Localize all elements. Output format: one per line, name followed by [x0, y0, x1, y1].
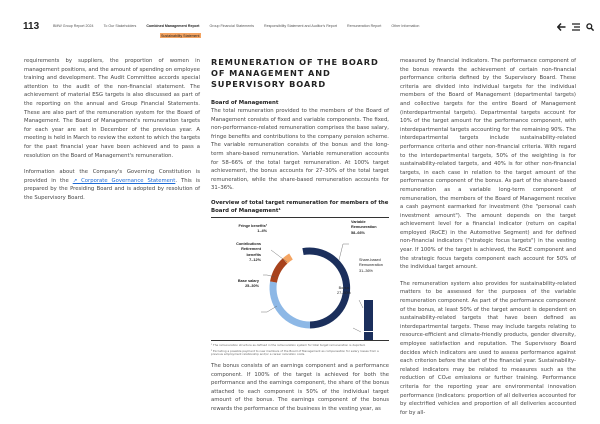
search-icon[interactable] — [586, 23, 594, 31]
toolbar-icons — [557, 23, 594, 31]
chart-label-retirement: Contributions Retirement benefits 7–12% — [236, 242, 261, 262]
section-nav — [53, 24, 429, 28]
menu-icon[interactable] — [572, 23, 580, 31]
paragraph: requirements by suppliers, the proportion of women in management positions, and the amount of spending on employee training and development. The Audit Committee accords special attention to the audit of the non-financial statement. The achievement of material ESG targets is also discussed as part of the reporting on the annual and Group Financial Statements. These are also part of the remuneration system for the Board of Management. The Board of Management's remuneration targets for each year are set in December of the previous year. A meeting is held in March to review the extent to which the targets for the past financial year have been achieved and to pass a resolution on the Board of Management's remuneration. — [24, 58, 200, 159]
chart-title: Overview of total target remuneration for members of the Board of Management¹ — [211, 199, 389, 214]
paragraph: Information about the Company's Governing Constitution is provided in the ↗ Corporate Governance Statement. This is prepared by the Presiding Board and is adopted by resolution of the Supervisory Board. — [24, 169, 201, 201]
paragraph: measured by financial indicators. The performance component of the bonus rewards the achievement of certain non-financial performance criteria defined by the Supervisory Board. These criteria are divided into individual targets for the individual members of the Board of Management (departmental targets) and collective targets for the entire Board of Management (interdepartmental targets). Departmental targets account for 10% of the target amount for the performance component, with interdepartmental targets accounting for the remaining 90%. The interdepartmental targets include sustainability-related performance criteria and other non-financial criteria. With regard to the interdepartmental targets, 50% of the weighting is for sustainability-related targets, and 40% is for other non-financial targets, in each case in relation to the target amount of the performance component of the bonus. As part of the share-based remuneration as a variable long-term component of remuneration, the members of the Board of Management receive a cash payment earmarked for investment (the "personal cash investment amount"). The amount depends on the target achievement level for a financial indicator (return on capital employed (RoCE) in the Automotive Segment) and for defined non-financial indicators ("strategic focus targets") in the vesting year. If 100% of the target is achieved, the RoCE component and the strategic focus targets component each account for 50% of the individual target amount. — [400, 58, 576, 271]
chart-label-share-based: Share-based Remuneration 31–36% — [359, 258, 383, 273]
nav-item-remuneration-report[interactable]: Remuneration Report — [347, 24, 382, 28]
divider — [211, 217, 389, 218]
footnote-2: ² Excluding a possible payment to new members of the Board of Management as compensation for salary losses from a previous employment relationship and/or a career relocation costs. — [211, 348, 379, 357]
subsection-heading: Board of Management — [211, 100, 279, 106]
divider — [211, 340, 389, 341]
nav-item-stakeholders[interactable]: To Our Stakeholders — [103, 24, 137, 28]
nav-item-other-information[interactable]: Other Information — [391, 24, 420, 28]
paragraph: The total remuneration provided to the members of the Board of Management consists of fixed and variable components. The fixed, non-performance-related remuneration comprises the base salary, fringe benefits and contributions to the company pension scheme. The variable remuneration consists of the bonus and the long-term share-based remuneration. Variable remuneration accounts for 58–66% of the total target remuneration. At 100% target achievement, the bonus accounts for 27–30% of the total target remuneration, while the share-based remuneration accounts for 31–36%. — [211, 108, 389, 192]
column-right — [400, 57, 576, 424]
paragraph: The remuneration system also provides for sustainability-related matters to be assessed for the purposes of the variable remuneration component. As part of the performance component of the bonus, at least 50% of the target amount is dependent on sustainability-related targets that have been defined as interdepartmental targets. These may include targets relating to resource-efficient and climate-friendly products, gender diversity, employee satisfaction and reputation. The Supervisory Board decides which indicators are used to assess performance against each criterion before the start of the financial year. Sustainability-related indicators may be related to measures such as the reduction of CO₂e emissions or further training. Performance criteria for the reporting year are environmental innovation performance (indicators: proportion of all deliveries accounted for by electrified vehicles and proportion of all deliveries accounted for by all- — [400, 280, 576, 416]
nav-item-auditors-report[interactable]: Responsibility Statement and Auditor's Report — [264, 24, 337, 28]
section-heading: REMUNERATION OF THE BOARD OF MANAGEMENT AND SUPERVISORY BOARD — [211, 57, 379, 89]
footnote-1: ¹ The remuneration structure as defined in the remuneration system for total target remuneration is depicted. — [211, 343, 366, 348]
back-arrow-icon[interactable] — [557, 23, 566, 31]
nav-item-financial-statements[interactable]: Group Financial Statements — [209, 24, 254, 28]
nav-item-management-report[interactable]: Combined Management Report — [146, 24, 200, 28]
column-left — [24, 57, 200, 211]
remuneration-donut-chart — [211, 222, 389, 340]
corporate-governance-link[interactable]: ↗ Corporate Governance Statement — [72, 177, 176, 184]
top-navigation-bar — [0, 0, 600, 50]
subnav-sustainability-statement[interactable]: Sustainability Statement — [161, 33, 200, 38]
page-number: 113 — [23, 21, 40, 32]
chart-label-bonus: Bonus 27–30% — [337, 286, 351, 296]
column-middle — [211, 57, 389, 422]
chart-label-fringe: Fringe benefits² 1–4% — [238, 224, 267, 234]
chart-label-base-salary: Base salary 25–30% — [237, 279, 259, 289]
paragraph: The bonus consists of an earnings component and a performance component. If 100% of the target is achieved for both the performance and the earnings component, the share of the bonus attached to each component is 50% of the individual target amount of the bonus. The earnings component of the bonus rewards the performance of the business in the vesting year, as — [211, 363, 389, 412]
nav-item-group-report[interactable]: BMW Group Report 2024 — [53, 24, 94, 28]
chart-label-variable: Variable Remuneration 58–66% — [351, 220, 377, 235]
